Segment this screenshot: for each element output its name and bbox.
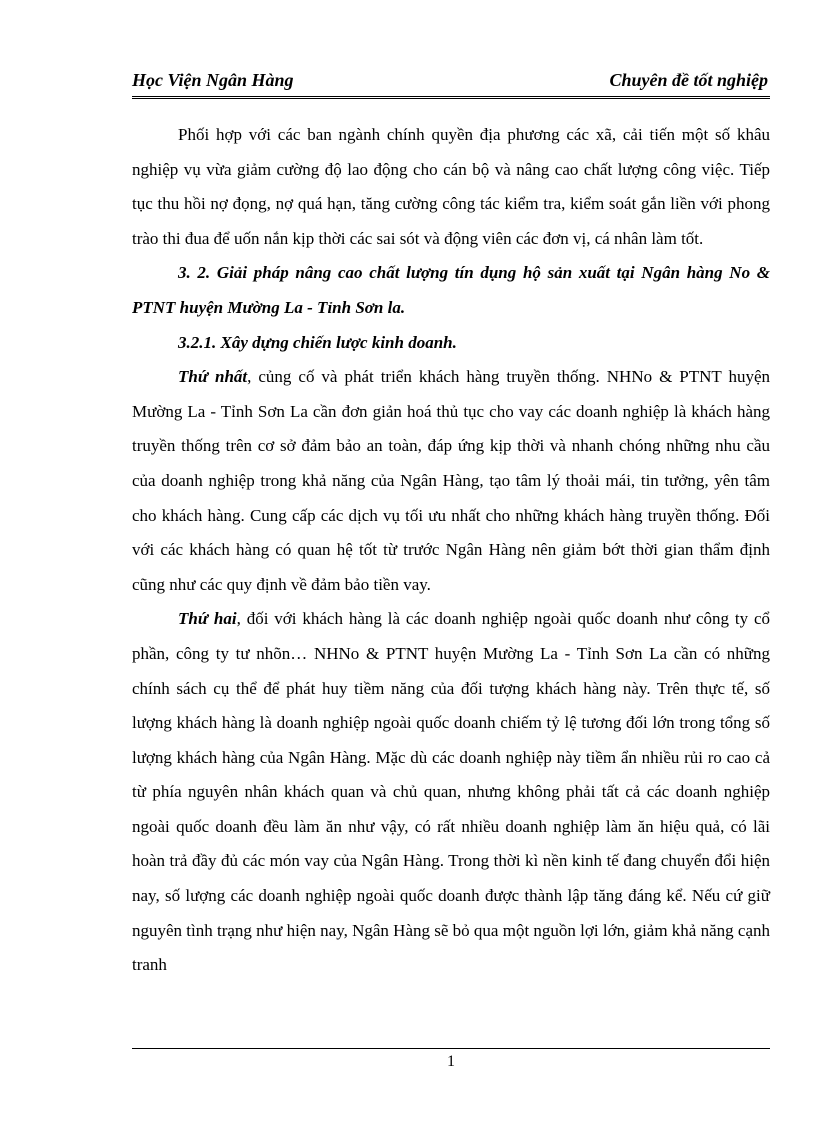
- paragraph-text: , đối với khách hàng là các doanh nghiệp ngoài quốc doanh như công ty cổ phần, công ty tư nhõn… NHNo & PTNT huyện Mường La - Tỉnh Sơn La cần có những chính sách cụ thể để phát huy tiềm năng của đối tượng khách hàng này. Trên thực tế, số lượng khách hàng là doanh nghiệp ngoài quốc doanh chiếm tỷ lệ tương đối lớn trong tổng số lượng khách hàng của Ngân Hàng. Mặc dù các doanh nghiệp này tiềm ẩn nhiều rủi ro cao cả từ phía nguyên nhân khách quan và chủ quan, nhưng không phải tất cả các doanh nghiệp ngoài quốc doanh đều làm ăn như vậy, có rất nhiều doanh nghiệp làm ăn hiệu quả, có lãi hoàn trả đầy đủ các món vay của Ngân Hàng. Trong thời kì nền kinh tế đang chuyển đổi hiện nay, số lượng các doanh nghiệp ngoài quốc doanh được thành lập tăng đáng kể. Nếu cứ giữ nguyên tình trạng như hiện nay, Ngân Hàng sẽ bỏ qua một nguồn lợi lớn, giảm khả năng cạnh tranh: [132, 609, 770, 975]
- header-right-title: Chuyên đề tốt nghiệp: [609, 70, 768, 90]
- paragraph-lead: Thứ nhất: [178, 367, 248, 387]
- page-footer: [132, 1048, 770, 1071]
- paragraph: Phối hợp với các ban ngành chính quyền địa phương các xã, cải tiến một số khâu nghiệp vụ vừa giảm cường độ lao động cho cán bộ và nâng cao chất lượng công việc. Tiếp tục thu hồi nợ đọng, nợ quá hạn, tăng cường công tác kiểm tra, kiểm soát gắn liền với phong trào thi đua để uốn nắn kịp thời các sai sót và động viên các đơn vị, cá nhân làm tốt.: [132, 125, 770, 248]
- paragraph-text: , củng cố và phát triển khách hàng truyền thống. NHNo & PTNT huyện Mường La - Tỉnh Sơn La cần đơn giản hoá thủ tục cho vay các doanh nghiệp là khách hàng truyền thống trên cơ sở đảm bảo an toàn, đáp ứng kịp thời và nhanh chóng những nhu cầu của doanh nghiệp trong khả năng của Ngân Hàng, tạo tâm lý thoải mái, tin tưởng, yên tâm cho khách hàng. Cung cấp các dịch vụ tối ưu nhất cho những khách hàng truyền thống. Đối với các khách hàng có quan hệ tốt từ trước Ngân Hàng nên giảm bớt thời gian thẩm định cũng như các quy định về đảm bảo tiền vay.: [132, 367, 771, 594]
- paragraph: [132, 602, 770, 983]
- header-left-title: Học Viện Ngân Hàng: [132, 70, 294, 90]
- page-number: 1: [447, 1053, 455, 1070]
- paragraph-lead: Thứ hai: [178, 609, 237, 629]
- document-body: [132, 118, 770, 983]
- paragraph: [132, 360, 770, 602]
- section-heading: 3. 2. Giải pháp nâng cao chất lượng tín dụng hộ sản xuất tại Ngân hàng No & PTNT huyện Mường La - Tỉnh Sơn la.: [132, 263, 770, 317]
- subsection-heading: 3.2.1. Xây dựng chiến lược kinh doanh.: [178, 332, 457, 352]
- page-header: [132, 66, 770, 99]
